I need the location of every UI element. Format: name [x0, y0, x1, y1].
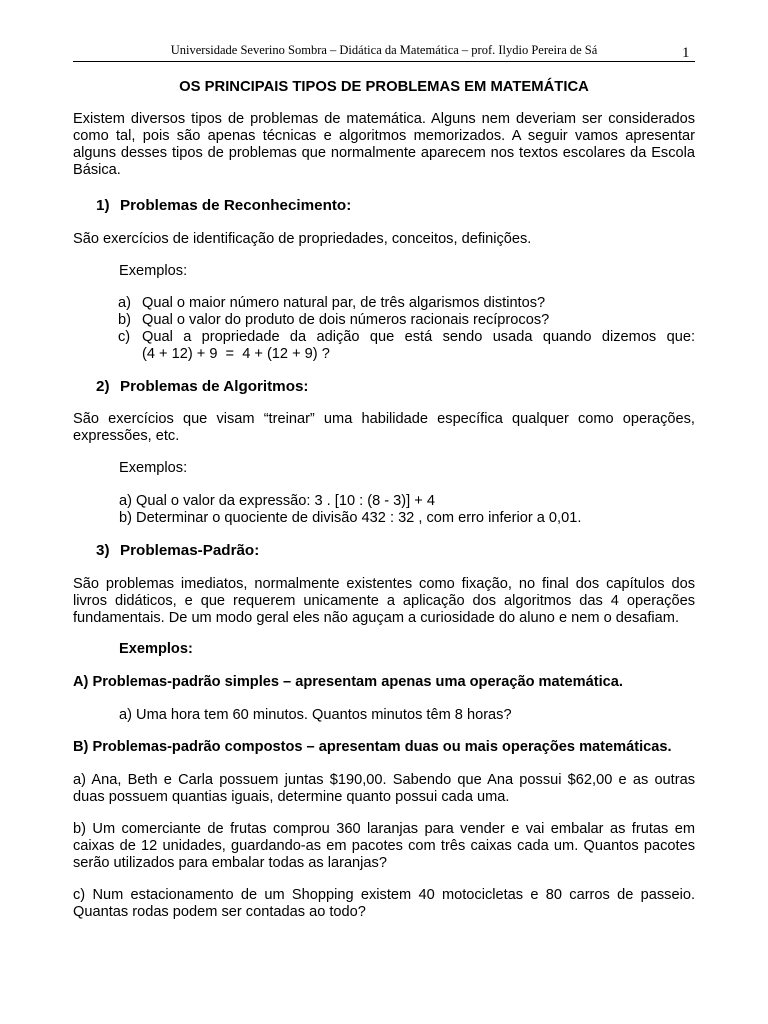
section-1-title: Problemas de Reconhecimento:	[120, 197, 352, 214]
section-2-heading	[96, 378, 718, 395]
list-item-text: Qual a propriedade da adição que está sendo usada quando dizemos que:	[142, 329, 695, 345]
compound-problem-item: b) Um comerciante de frutas comprou 360 laranjas para vender e vai embalar as frutas em caixas de 12 unidades, guardando-as em pacotes com três caixas cada um. Quantos pacotes serão utilizados para embalar todas as laranjas?	[73, 821, 695, 871]
section-3-title: Problemas-Padrão:	[120, 542, 260, 559]
list-item-label: b)	[118, 312, 131, 328]
section-1-number: 1)	[96, 197, 110, 214]
simple-problems-heading: A) Problemas-padrão simples – apresentam apenas uma operação matemática.	[73, 674, 623, 690]
section-3-number: 3)	[96, 542, 110, 559]
compound-problem-item: a) Ana, Beth e Carla possuem juntas $190,00. Sabendo que Ana possui $62,00 e as outras duas possuem quantias iguais, determine quanto possui cada uma.	[73, 772, 695, 805]
list-item-text: Qual o maior número natural par, de três algarismos distintos?	[142, 295, 546, 311]
list-item-continuation: (4 + 12) + 9 = 4 + (12 + 9) ?	[142, 346, 330, 362]
compound-problems-heading: B) Problemas-padrão compostos – apresentam duas ou mais operações matemáticas.	[73, 739, 672, 755]
simple-problem-item: a) Uma hora tem 60 minutos. Quantos minutos têm 8 horas?	[119, 707, 512, 723]
list-item	[118, 312, 695, 329]
list-item-label: c)	[118, 329, 131, 345]
document-title: OS PRINCIPAIS TIPOS DE PROBLEMAS EM MATEMÁTICA	[179, 79, 589, 95]
intro-paragraph: Existem diversos tipos de problemas de matemática. Alguns nem deveriam ser considerados como tal, pois são apenas técnicas e algoritmos memorizados. A seguir vamos apresentar alguns desses tipos de problemas que normalmente aparecem nos textos escolares da Escola Básica.	[73, 111, 695, 178]
section-3-description: São problemas imediatos, normalmente existentes como fixação, no final dos capítulos dos livros didáticos, e que requerem unicamente a aplicação dos algoritmos das 4 operações fundamentais. De um modo geral eles não aguçam a curiosidade do aluno e nem o desafiam.	[73, 576, 695, 626]
list-item: a) Qual o valor da expressão: 3 . [10 : (8 - 3)] + 4	[119, 493, 435, 509]
section-2-number: 2)	[96, 378, 110, 395]
page-number: 1	[682, 45, 690, 61]
compound-problem-item: c) Num estacionamento de um Shopping existem 40 motocicletas e 80 carros de passeio. Quantas rodas podem ser contadas ao todo?	[73, 887, 695, 920]
section-1-description: São exercícios de identificação de propriedades, conceitos, definições.	[73, 231, 532, 247]
section-1-heading	[96, 197, 718, 214]
list-item-label: a)	[118, 295, 131, 311]
section-3-heading	[96, 542, 718, 559]
section-3-examples-label: Exemplos:	[119, 641, 193, 657]
section-2-title: Problemas de Algoritmos:	[120, 378, 309, 395]
section-2-description: São exercícios que visam “treinar” uma habilidade específica qualquer como operações, expressões, etc.	[73, 411, 695, 444]
list-item-text: Qual o valor do produto de dois números racionais recíprocos?	[142, 312, 550, 328]
list-item	[118, 329, 695, 363]
list-item	[118, 295, 695, 312]
section-1-examples-list	[118, 295, 695, 363]
running-header: Universidade Severino Sombra – Didática da Matemática – prof. Ilydio Pereira de Sá	[73, 42, 695, 62]
list-item: b) Determinar o quociente de divisão 432 : 32 , com erro inferior a 0,01.	[119, 510, 582, 526]
section-1-examples-label: Exemplos:	[119, 263, 188, 279]
section-2-examples-list	[119, 493, 695, 527]
section-2-examples-label: Exemplos:	[119, 460, 188, 476]
